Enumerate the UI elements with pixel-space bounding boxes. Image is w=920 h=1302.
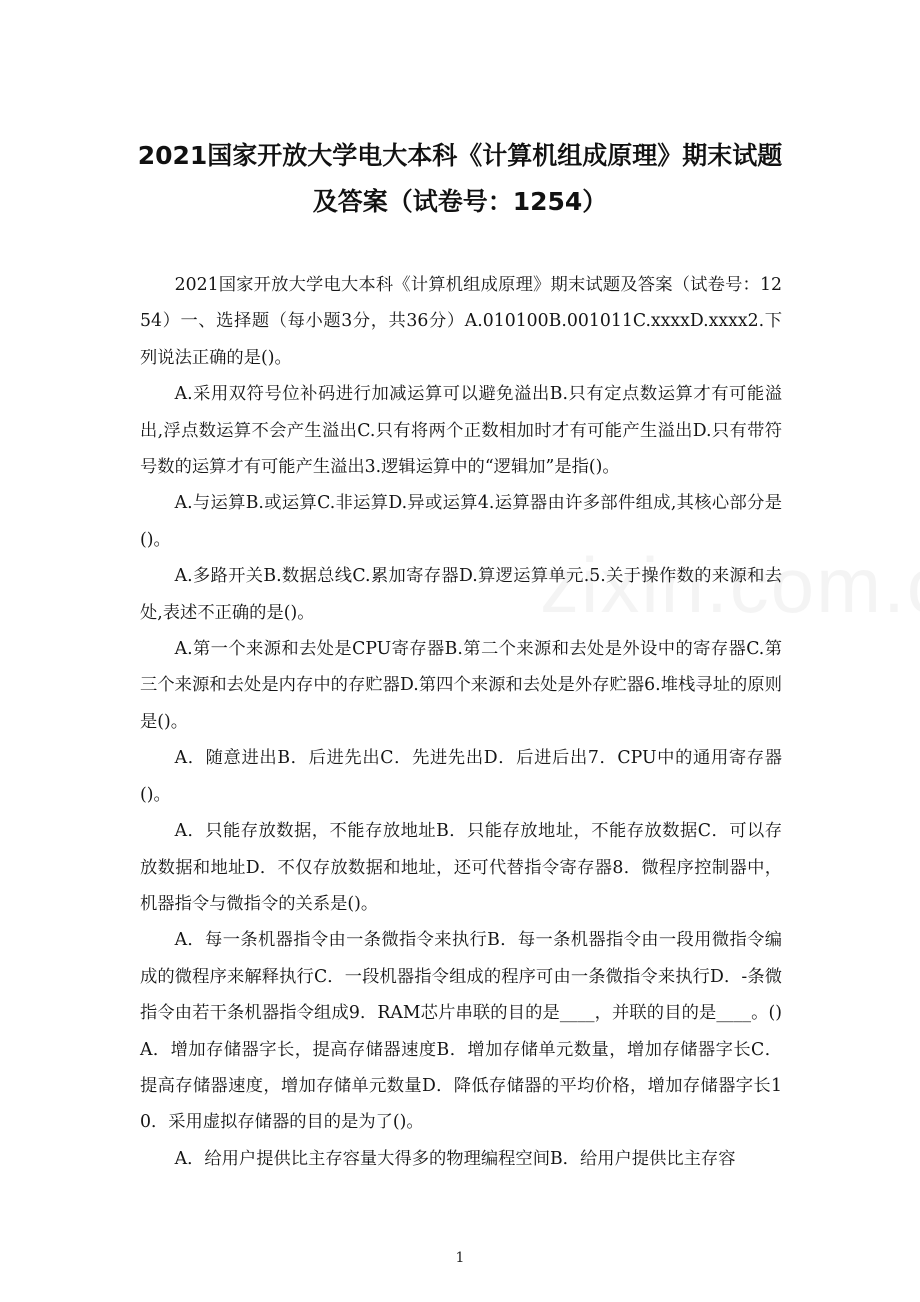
paragraph-q2-options: A.采用双符号位补码进行加减运算可以避免溢出B.只有定点数运算才有可能溢出,浮点数运算不会产生溢出C.只有将两个正数相加时才有可能产生溢出D.只有带符号数的运算才有可能产生溢出3.逻辑运算中的“逻辑加”是指()。	[140, 384, 782, 478]
page-number: 1	[455, 1250, 465, 1266]
paragraph-q7-options: A．只能存放数据，不能存放地址B．只能存放地址，不能存放数据C．可以存放数据和地址D．不仅存放数据和地址，还可代替指令寄存器8．微程序控制器中，机器指令与微指令的关系是()。	[140, 821, 782, 914]
paragraph-intro: 2021国家开放大学电大本科《计算机组成原理》期末试题及答案（试卷号：1254）一、选择题（每小题3分，共36分）A.010100B.001011C.xxxxD.xxxx2.下列说法正确的是()。	[140, 275, 782, 368]
paragraph-q10-options: A．给用户提供比主存容量大得多的物理编程空间B．给用户提供比主存容	[174, 1148, 736, 1169]
document-title-line-1: 2021国家开放大学电大本科《计算机组成原理》期末试题	[137, 141, 783, 170]
paragraph-q4-options: A.多路开关B.数据总线C.累加寄存器D.算逻运算单元.5.关于操作数的来源和去处,表述不正确的是()。	[140, 566, 782, 623]
document-title-line-2: 及答案（试卷号：1254）	[312, 187, 608, 216]
paragraph-q3-options: A.与运算B.或运算C.非运算D.异或运算4.运算器由许多部件组成,其核心部分是()。	[140, 493, 782, 550]
paragraph-q6-options: A．随意进出B．后进先出C．先进先出D．后进后出7．CPU中的通用寄存器()。	[140, 748, 782, 805]
document-body	[140, 267, 782, 1177]
paragraph-q5-options: A.第一个来源和去处是CPU寄存器B.第二个来源和去处是外设中的寄存器C.第三个来源和去处是内存中的存贮器D.第四个来源和去处是外存贮器6.堆栈寻址的原则是()。	[140, 639, 782, 732]
paragraph-q8-options: A．每一条机器指令由一条微指令来执行B．每一条机器指令由一段用微指令编成的微程序来解释执行C．一段机器指令组成的程序可由一条微指令来执行D．-条微指令由若干条机器指令组成9．RAM芯片串联的目的是____，并联的目的是____。()A．增加存储器字长，提高存储器速度B．增加存储单元数量，增加存储器字长C．提高存储器速度，增加存储单元数量D．降低存储器的平均价格，增加存储器字长10．采用虚拟存储器的目的是为了()。	[140, 930, 782, 1133]
